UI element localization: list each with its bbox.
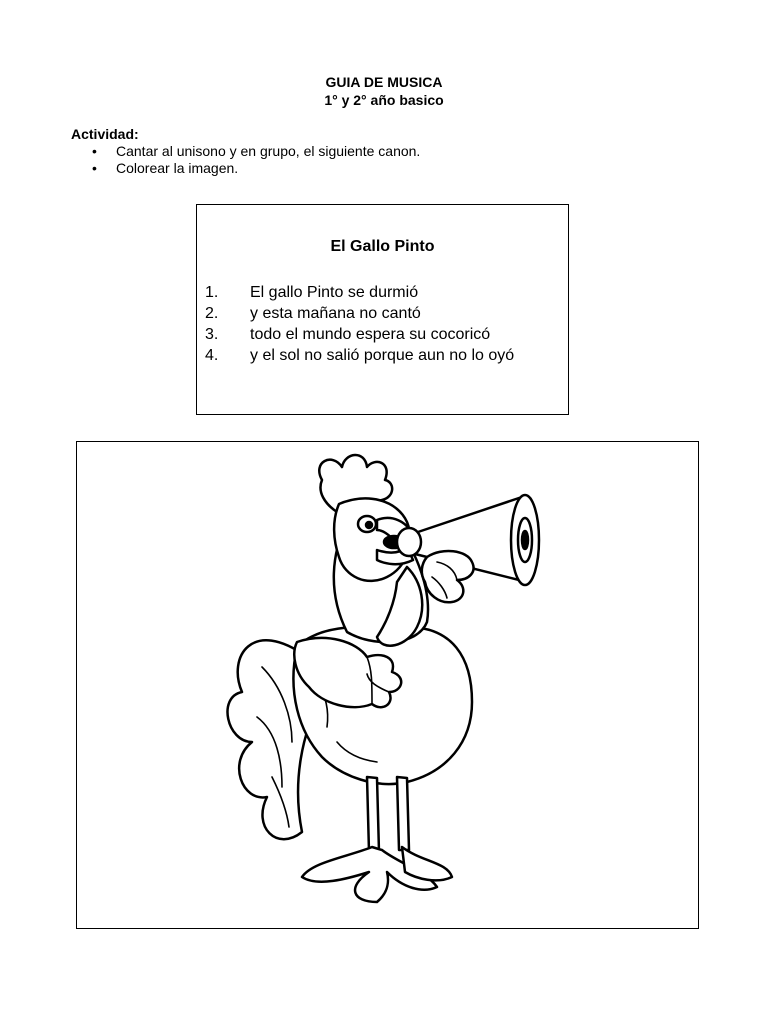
rooster-with-megaphone-illustration — [77, 442, 698, 928]
list-item — [71, 143, 571, 160]
verse-text: todo el mundo espera su cocoricó — [250, 326, 491, 343]
list-item — [71, 160, 571, 177]
bullet-icon: • — [92, 143, 97, 159]
document-subtitle: 1° y 2° año basico — [324, 92, 444, 108]
verse-item — [205, 303, 514, 324]
verse-number: 4. — [205, 347, 219, 364]
verse-text: y esta mañana no cantó — [250, 305, 421, 322]
verse-number: 3. — [205, 326, 219, 343]
activity-item-text: Colorear la imagen. — [116, 160, 239, 176]
activity-list — [71, 143, 571, 177]
verse-number: 2. — [205, 305, 219, 322]
verse-item — [205, 282, 514, 303]
activity-item-text: Cantar al unisono y en grupo, el siguiente canon. — [116, 143, 421, 159]
activity-section — [71, 126, 571, 177]
document-header — [0, 73, 768, 109]
song-verses — [205, 282, 514, 366]
verse-text: El gallo Pinto se durmió — [250, 284, 419, 301]
verse-item — [205, 324, 514, 345]
verse-item — [205, 345, 514, 366]
bullet-icon: • — [92, 160, 97, 176]
verse-text: y el sol no salió porque aun no lo oyó — [250, 347, 515, 364]
verse-number: 1. — [205, 284, 219, 301]
song-title: El Gallo Pinto — [330, 238, 435, 255]
activity-label: Actividad: — [71, 126, 139, 142]
document-title: GUIA DE MUSICA — [325, 74, 443, 90]
coloring-picture-frame — [76, 441, 699, 929]
song-box — [196, 204, 569, 415]
